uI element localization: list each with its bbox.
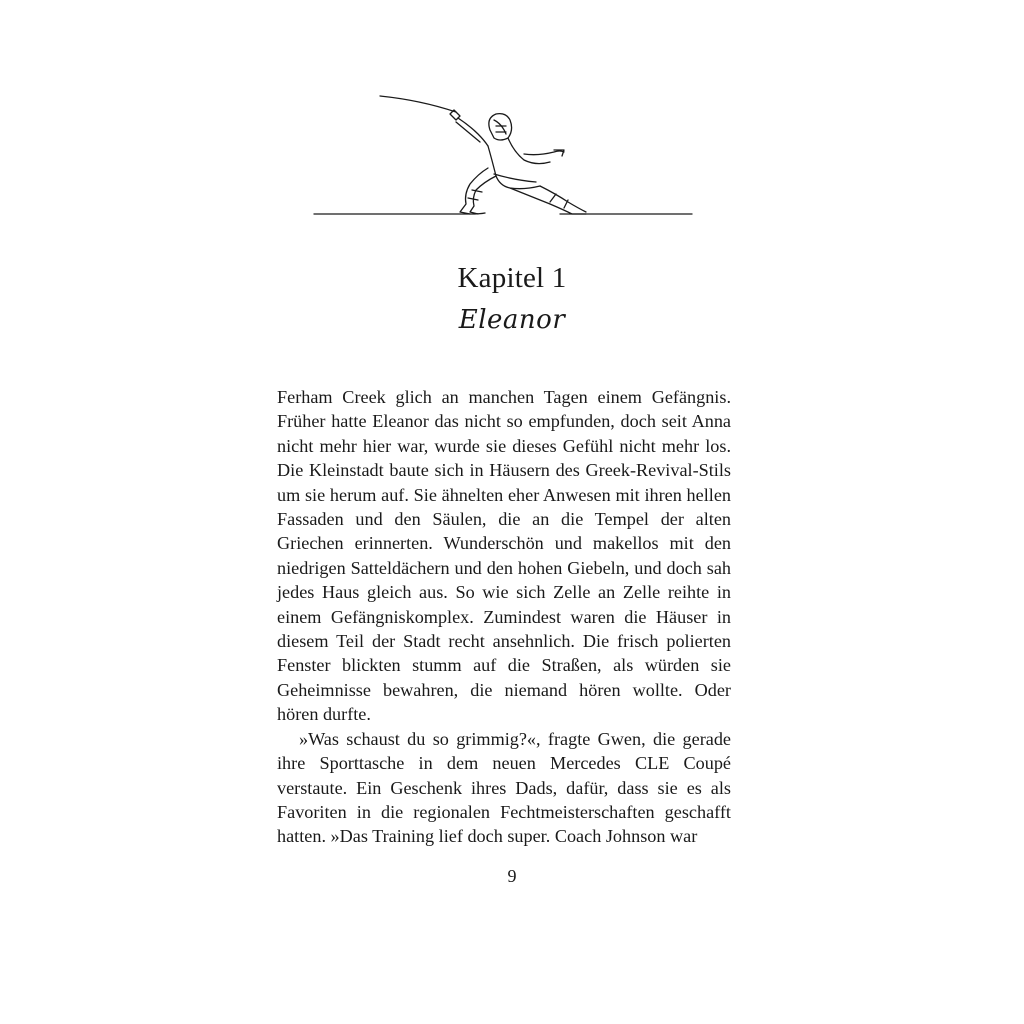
fencer-line-drawing-icon	[310, 90, 700, 222]
chapter-title: Kapitel 1	[457, 262, 567, 294]
page-number: 9	[507, 866, 517, 886]
paragraph: »Was schaust du so grimmig?«, fragte Gwen, die gerade ihre Sporttasche in dem neuen Mercedes CLE Coupé verstaute. Ein Geschenk ihres Dads, dafür, dass sie es als Favoriten in die regionalen Fechtmeisterschaften geschafft hatten. »Das Training lief doch super. Coach Johnson war	[277, 728, 731, 847]
paragraph: Ferham Creek glich an manchen Tagen einem Gefängnis. Früher hatte Eleanor das nicht so empfunden, doch seit Anna nicht mehr hier war, wurde sie dieses Gefühl nicht mehr los. Die Kleinstadt baute sich in Häusern des Greek-Revival-Stils um sie herum auf. Sie ähnelten eher Anwesen mit ihren hellen Fassaden und den Säulen, die an die Tempel der alten Griechen erinnerten. Wunderschön und makellos mit den niedrigen Satteldächern und den hohen Giebeln, und doch sah jedes Haus gleich aus. So wie sich Zelle an Zelle reihte in einem Gefängniskomplex. Zumindest waren die Häuser in diesem Teil der Stadt recht ansehnlich. Die frisch polierten Fenster blickten stumm auf die Straßen, als würden sie Geheimnisse bewahren, die niemand hören wollte. Oder hören durfte.	[277, 387, 731, 725]
chapter-subtitle: Eleanor	[458, 305, 566, 335]
body-text	[277, 385, 731, 849]
